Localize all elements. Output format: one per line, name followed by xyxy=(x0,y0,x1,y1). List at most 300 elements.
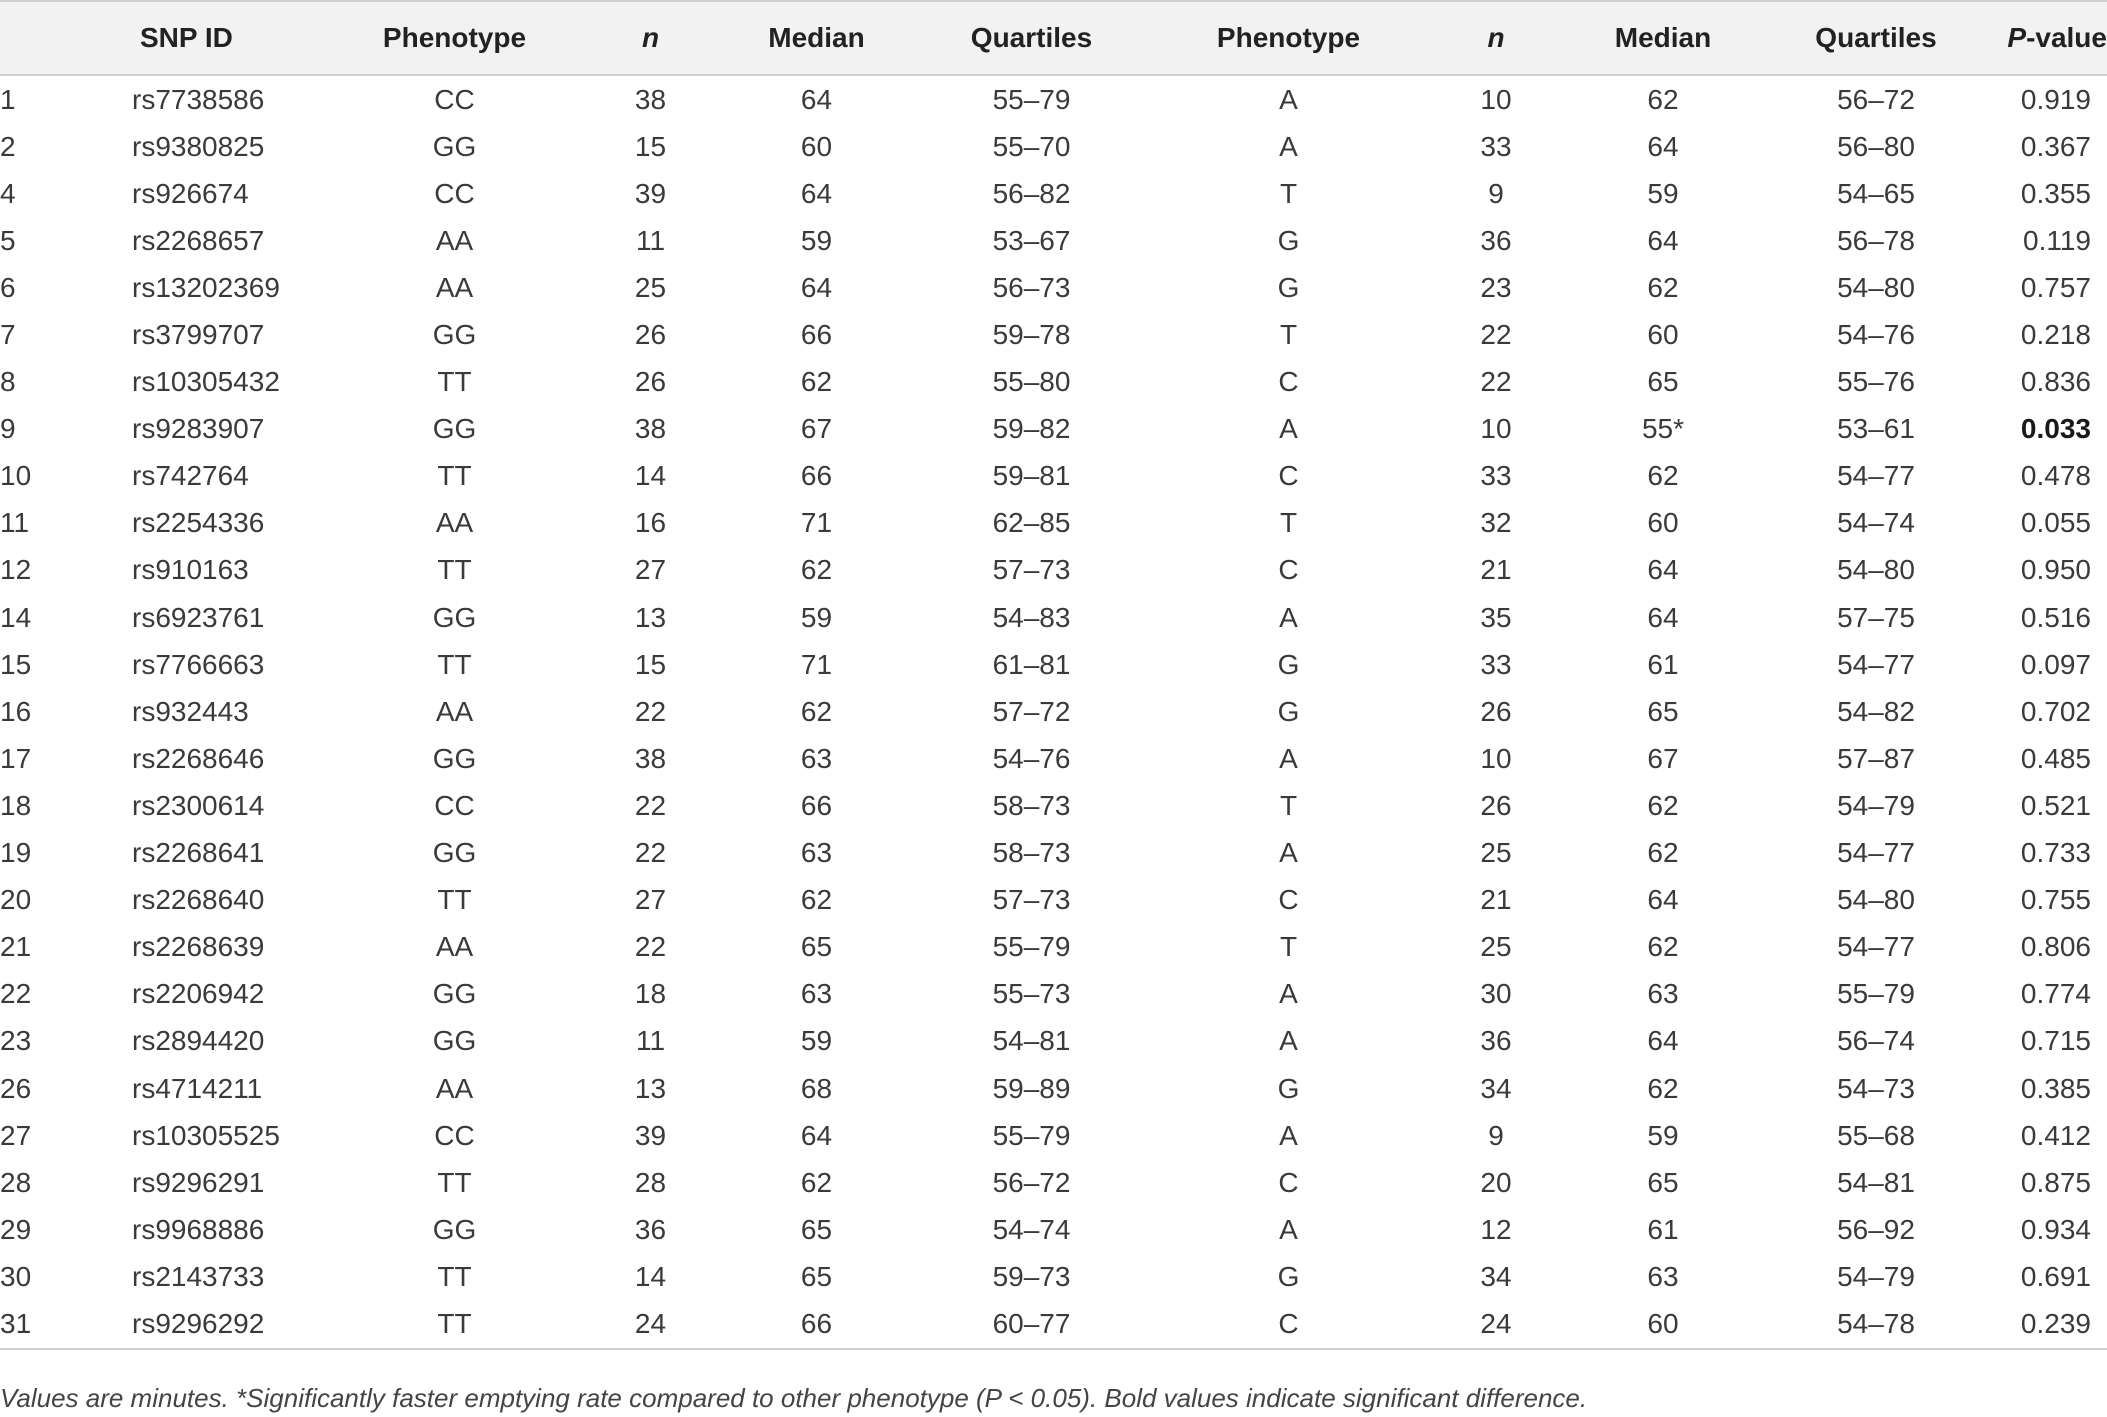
cell-n-1: 13 xyxy=(634,601,667,633)
cell-quartiles-1: 56–82 xyxy=(992,177,1071,209)
cell-quartiles-1: 59–89 xyxy=(992,1072,1071,1104)
cell-phenotype-1: AA xyxy=(435,695,474,727)
cell-n-1: 18 xyxy=(634,978,667,1010)
table-row xyxy=(0,1065,2107,1112)
cell-quartiles-2: 56–78 xyxy=(1837,224,1915,256)
cell-median-2: 64 xyxy=(1647,1025,1679,1057)
cell-phenotype-1: CC xyxy=(434,1119,475,1151)
header-n-1-text: n xyxy=(641,22,660,53)
cell-index: 6 xyxy=(0,271,16,303)
cell-n-1: 36 xyxy=(634,1213,667,1245)
cell-n-2: 36 xyxy=(1480,1025,1512,1057)
cell-phenotype-1: TT xyxy=(437,460,472,492)
cell-median-2: 61 xyxy=(1647,1213,1679,1245)
cell-phenotype-1: GG xyxy=(432,978,477,1010)
cell-quartiles-2: 54–77 xyxy=(1837,460,1915,492)
cell-index: 2 xyxy=(0,130,16,162)
cell-snp-id: rs2268646 xyxy=(132,742,265,774)
cell-n-1: 22 xyxy=(634,789,667,821)
cell-n-1: 27 xyxy=(634,884,667,916)
cell-n-1: 22 xyxy=(634,931,667,963)
cell-p-value: 0.934 xyxy=(2020,1213,2091,1245)
cell-index: 12 xyxy=(0,554,32,586)
cell-phenotype-1: TT xyxy=(437,1166,472,1198)
table-row xyxy=(0,735,2107,782)
cell-quartiles-1: 54–76 xyxy=(992,742,1071,774)
cell-quartiles-2: 54–77 xyxy=(1837,837,1915,869)
header-median-2: Median xyxy=(1545,1,1781,75)
cell-median-2: 63 xyxy=(1647,978,1679,1010)
cell-quartiles-2: 54–73 xyxy=(1837,1072,1915,1104)
cell-median-2: 62 xyxy=(1647,83,1679,115)
cell-quartiles-2: 53–61 xyxy=(1837,413,1915,445)
cell-index: 7 xyxy=(0,319,16,351)
cell-phenotype-2: T xyxy=(1279,931,1298,963)
cell-snp-id: rs2254336 xyxy=(132,507,265,539)
cell-n-1: 16 xyxy=(634,507,667,539)
cell-index: 29 xyxy=(0,1213,32,1245)
cell-phenotype-2: A xyxy=(1279,130,1298,162)
cell-phenotype-2: C xyxy=(1278,460,1299,492)
cell-snp-id: rs10305525 xyxy=(132,1119,280,1151)
cell-phenotype-1: GG xyxy=(432,601,477,633)
cell-n-2: 36 xyxy=(1480,224,1512,256)
cell-phenotype-2: A xyxy=(1279,413,1298,445)
cell-median-1: 65 xyxy=(800,1213,833,1245)
cell-p-value: 0.691 xyxy=(2020,1260,2091,1292)
cell-median-1: 62 xyxy=(800,1166,833,1198)
cell-index: 20 xyxy=(0,884,32,916)
table-row xyxy=(0,877,2107,924)
cell-phenotype-1: CC xyxy=(434,177,475,209)
table-row xyxy=(0,1300,2107,1348)
cell-n-1: 13 xyxy=(634,1072,667,1104)
cell-n-2: 21 xyxy=(1480,884,1512,916)
cell-n-2: 9 xyxy=(1488,1119,1504,1151)
cell-phenotype-1: TT xyxy=(437,884,472,916)
cell-quartiles-1: 61–81 xyxy=(992,648,1071,680)
cell-median-2: 65 xyxy=(1647,1166,1679,1198)
cell-p-value: 0.097 xyxy=(2020,648,2091,680)
cell-p-value: 0.733 xyxy=(2020,837,2091,869)
cell-p-value: 0.218 xyxy=(2020,319,2091,351)
cell-n-2: 10 xyxy=(1480,413,1512,445)
cell-phenotype-1: GG xyxy=(432,413,477,445)
header-index xyxy=(0,1,70,75)
cell-median-2: 55* xyxy=(1641,413,1685,445)
table-row xyxy=(0,311,2107,358)
cell-snp-id: rs910163 xyxy=(132,554,249,586)
cell-quartiles-1: 57–73 xyxy=(992,554,1071,586)
table-row xyxy=(0,830,2107,877)
cell-median-1: 71 xyxy=(800,507,833,539)
cell-phenotype-2: G xyxy=(1277,1072,1300,1104)
cell-p-value: 0.119 xyxy=(2023,224,2091,256)
cell-phenotype-2: T xyxy=(1279,319,1298,351)
cell-n-1: 38 xyxy=(634,413,667,445)
cell-phenotype-1: TT xyxy=(437,554,472,586)
cell-p-value: 0.875 xyxy=(2020,1166,2091,1198)
cell-snp-id: rs2268640 xyxy=(132,884,265,916)
cell-quartiles-1: 54–74 xyxy=(992,1213,1071,1245)
cell-n-1: 25 xyxy=(634,271,667,303)
cell-n-2: 33 xyxy=(1480,460,1512,492)
cell-quartiles-1: 55–70 xyxy=(992,130,1071,162)
table-row xyxy=(0,1206,2107,1253)
cell-median-1: 62 xyxy=(800,695,833,727)
cell-n-1: 11 xyxy=(635,1025,666,1057)
cell-snp-id: rs2206942 xyxy=(132,978,265,1010)
cell-quartiles-1: 58–73 xyxy=(992,789,1071,821)
cell-quartiles-1: 55–79 xyxy=(992,83,1071,115)
cell-n-1: 14 xyxy=(634,1260,667,1292)
header-p-value xyxy=(1971,1,2107,75)
cell-p-value: 0.755 xyxy=(2020,884,2091,916)
cell-n-2: 34 xyxy=(1480,1072,1512,1104)
cell-n-1: 22 xyxy=(634,837,667,869)
table-body xyxy=(0,75,2107,1349)
cell-quartiles-1: 57–72 xyxy=(992,695,1071,727)
cell-median-2: 64 xyxy=(1647,601,1679,633)
table-row xyxy=(0,500,2107,547)
cell-n-1: 15 xyxy=(634,648,667,680)
cell-phenotype-2: A xyxy=(1279,1213,1298,1245)
cell-index: 15 xyxy=(0,648,32,680)
cell-quartiles-2: 54–80 xyxy=(1837,884,1915,916)
header-n-2 xyxy=(1447,1,1545,75)
cell-phenotype-2: C xyxy=(1278,1166,1299,1198)
cell-n-2: 22 xyxy=(1480,366,1512,398)
cell-phenotype-1: TT xyxy=(437,366,472,398)
table-row xyxy=(0,971,2107,1018)
cell-phenotype-2: C xyxy=(1278,554,1299,586)
cell-quartiles-1: 59–81 xyxy=(992,460,1071,492)
table-row xyxy=(0,453,2107,500)
cell-quartiles-2: 54–79 xyxy=(1837,789,1915,821)
cell-index: 19 xyxy=(0,837,32,869)
cell-phenotype-1: TT xyxy=(308,1300,601,1348)
cell-median-2: 59 xyxy=(1647,1119,1679,1151)
cell-phenotype-2: T xyxy=(1279,507,1298,539)
cell-n-2: 25 xyxy=(1480,837,1512,869)
cell-median-2: 64 xyxy=(1647,554,1679,586)
cell-p-value: 0.516 xyxy=(2020,601,2091,633)
cell-snp-id: rs2268657 xyxy=(132,224,265,256)
cell-median-2: 63 xyxy=(1647,1260,1679,1292)
cell-quartiles-2: 54–80 xyxy=(1837,271,1915,303)
cell-p-value: 0.355 xyxy=(2020,177,2091,209)
cell-phenotype-2: A xyxy=(1279,837,1298,869)
cell-p-value: 0.774 xyxy=(2020,978,2091,1010)
cell-median-1: 62 xyxy=(800,554,833,586)
cell-n-1: 27 xyxy=(634,554,667,586)
cell-median-1: 64 xyxy=(800,177,833,209)
table-row xyxy=(0,264,2107,311)
cell-phenotype-2: G xyxy=(1277,1260,1300,1292)
table-row xyxy=(0,1159,2107,1206)
header-n-1 xyxy=(601,1,700,75)
table-row xyxy=(0,123,2107,170)
cell-p-value: 0.950 xyxy=(2020,554,2091,586)
cell-index: 8 xyxy=(0,366,16,398)
cell-index: 5 xyxy=(0,224,16,256)
cell-median-2: 65 xyxy=(1647,695,1679,727)
cell-snp-id: rs13202369 xyxy=(132,271,280,303)
cell-phenotype-2: A xyxy=(1279,601,1298,633)
cell-median-2: 67 xyxy=(1647,742,1679,774)
cell-snp-id: rs9380825 xyxy=(132,130,265,162)
cell-median-1: 65 xyxy=(800,931,833,963)
cell-n-2: 10 xyxy=(1480,742,1512,774)
cell-quartiles-1: 56–72 xyxy=(992,1166,1071,1198)
cell-quartiles-2: 55–76 xyxy=(1837,366,1915,398)
cell-n-2: 24 xyxy=(1447,1300,1545,1348)
cell-index: 18 xyxy=(0,789,32,821)
cell-quartiles-2: 54–65 xyxy=(1837,177,1915,209)
cell-p-value: 0.757 xyxy=(2020,271,2091,303)
cell-quartiles-2: 54–78 xyxy=(1781,1300,1971,1348)
cell-index: 28 xyxy=(0,1166,32,1198)
cell-quartiles-2: 54–79 xyxy=(1837,1260,1915,1292)
cell-p-value: 0.239 xyxy=(1971,1300,2107,1348)
table-row xyxy=(0,359,2107,406)
cell-phenotype-1: GG xyxy=(432,1213,477,1245)
cell-phenotype-1: GG xyxy=(432,319,477,351)
table-row xyxy=(0,594,2107,641)
cell-index: 30 xyxy=(0,1260,32,1292)
cell-quartiles-1: 58–73 xyxy=(992,837,1071,869)
cell-n-2: 25 xyxy=(1480,931,1512,963)
cell-n-2: 20 xyxy=(1480,1166,1512,1198)
cell-quartiles-2: 55–68 xyxy=(1837,1119,1915,1151)
cell-phenotype-2: G xyxy=(1277,648,1300,680)
header-p-value-prefix: P xyxy=(2007,22,2027,53)
cell-p-value: 0.715 xyxy=(2020,1025,2091,1057)
cell-quartiles-1: 54–83 xyxy=(992,601,1071,633)
cell-median-2: 60 xyxy=(1647,507,1679,539)
header-phenotype-1: Phenotype xyxy=(308,1,601,75)
cell-phenotype-2: G xyxy=(1277,695,1300,727)
header-median-1: Median xyxy=(700,1,933,75)
cell-snp-id: rs6923761 xyxy=(132,601,265,633)
cell-phenotype-2: C xyxy=(1278,884,1299,916)
cell-quartiles-1: 56–73 xyxy=(992,271,1071,303)
cell-n-2: 32 xyxy=(1480,507,1512,539)
table-row xyxy=(0,924,2107,971)
cell-index: 31 xyxy=(0,1300,70,1348)
cell-phenotype-1: AA xyxy=(435,224,474,256)
cell-index: 11 xyxy=(0,507,30,539)
cell-quartiles-1: 57–73 xyxy=(992,884,1071,916)
cell-n-2: 33 xyxy=(1480,648,1512,680)
cell-snp-id: rs2268639 xyxy=(132,931,265,963)
cell-quartiles-2: 54–80 xyxy=(1837,554,1915,586)
cell-median-2: 64 xyxy=(1647,224,1679,256)
cell-median-2: 62 xyxy=(1647,460,1679,492)
cell-median-1: 66 xyxy=(800,319,833,351)
cell-phenotype-1: CC xyxy=(434,789,475,821)
cell-phenotype-1: AA xyxy=(435,271,474,303)
cell-phenotype-1: TT xyxy=(437,648,472,680)
cell-p-value: 0.033 xyxy=(2020,413,2091,445)
cell-index: 9 xyxy=(0,413,16,445)
header-phenotype-2: Phenotype xyxy=(1130,1,1447,75)
cell-median-1: 71 xyxy=(800,648,833,680)
header-row xyxy=(0,1,2107,75)
cell-median-1: 64 xyxy=(800,271,833,303)
cell-quartiles-1: 59–82 xyxy=(992,413,1071,445)
cell-median-1: 66 xyxy=(800,789,833,821)
cell-phenotype-2: G xyxy=(1277,224,1300,256)
cell-p-value: 0.367 xyxy=(2020,130,2091,162)
cell-snp-id: rs7738586 xyxy=(132,83,265,115)
cell-p-value: 0.485 xyxy=(2020,742,2091,774)
cell-n-1: 26 xyxy=(634,319,667,351)
cell-p-value: 0.385 xyxy=(2020,1072,2091,1104)
table-row xyxy=(0,782,2107,829)
cell-quartiles-2: 54–74 xyxy=(1837,507,1915,539)
cell-median-1: 59 xyxy=(800,224,833,256)
cell-median-2: 64 xyxy=(1647,884,1679,916)
table-row xyxy=(0,75,2107,123)
cell-index: 17 xyxy=(0,742,32,774)
cell-n-1: 38 xyxy=(634,83,667,115)
cell-index: 1 xyxy=(0,83,16,115)
cell-quartiles-1: 55–73 xyxy=(992,978,1071,1010)
cell-quartiles-1: 62–85 xyxy=(992,507,1071,539)
cell-phenotype-2: G xyxy=(1277,271,1300,303)
cell-p-value: 0.412 xyxy=(2020,1119,2091,1151)
cell-n-1: 11 xyxy=(635,224,666,256)
header-n-2-text: n xyxy=(1487,22,1505,53)
cell-quartiles-2: 56–74 xyxy=(1837,1025,1915,1057)
cell-snp-id: rs926674 xyxy=(132,177,249,209)
cell-quartiles-2: 54–76 xyxy=(1837,319,1915,351)
cell-snp-id: rs2894420 xyxy=(132,1025,265,1057)
cell-snp-id: rs742764 xyxy=(132,460,249,492)
cell-phenotype-1: GG xyxy=(432,742,477,774)
cell-quartiles-2: 54–81 xyxy=(1837,1166,1915,1198)
cell-n-1: 39 xyxy=(634,1119,667,1151)
cell-median-2: 64 xyxy=(1647,130,1679,162)
cell-p-value: 0.919 xyxy=(2020,83,2091,115)
cell-snp-id: rs9296292 xyxy=(70,1300,308,1348)
cell-index: 23 xyxy=(0,1025,32,1057)
table-row xyxy=(0,641,2107,688)
cell-phenotype-1: TT xyxy=(437,1260,472,1292)
cell-median-1: 63 xyxy=(800,742,833,774)
cell-n-2: 26 xyxy=(1480,789,1512,821)
cell-p-value: 0.478 xyxy=(2020,460,2091,492)
cell-median-2: 62 xyxy=(1647,1072,1679,1104)
cell-snp-id: rs2268641 xyxy=(132,837,265,869)
cell-median-1: 66 xyxy=(800,460,833,492)
cell-phenotype-1: AA xyxy=(435,931,474,963)
cell-n-1: 22 xyxy=(634,695,667,727)
cell-median-2: 59 xyxy=(1647,177,1679,209)
cell-n-2: 33 xyxy=(1480,130,1512,162)
cell-median-2: 60 xyxy=(1647,319,1679,351)
cell-n-2: 34 xyxy=(1480,1260,1512,1292)
table-row xyxy=(0,1018,2107,1065)
cell-median-2: 62 xyxy=(1647,837,1679,869)
header-snp-id: SNP ID xyxy=(70,1,308,75)
cell-quartiles-2: 55–79 xyxy=(1837,978,1915,1010)
cell-quartiles-1: 59–73 xyxy=(992,1260,1071,1292)
cell-snp-id: rs7766663 xyxy=(132,648,265,680)
cell-phenotype-2: A xyxy=(1279,1025,1298,1057)
cell-p-value: 0.521 xyxy=(2020,789,2091,821)
cell-phenotype-1: AA xyxy=(435,1072,474,1104)
cell-snp-id: rs4714211 xyxy=(132,1072,263,1104)
cell-quartiles-1: 55–80 xyxy=(992,366,1071,398)
cell-median-1: 65 xyxy=(800,1260,833,1292)
cell-n-1: 26 xyxy=(634,366,667,398)
cell-p-value: 0.702 xyxy=(2020,695,2091,727)
cell-phenotype-2: T xyxy=(1279,177,1298,209)
cell-median-1: 62 xyxy=(800,884,833,916)
cell-median-2: 62 xyxy=(1647,271,1679,303)
cell-phenotype-2: A xyxy=(1279,978,1298,1010)
cell-n-1: 28 xyxy=(634,1166,667,1198)
cell-phenotype-2: A xyxy=(1279,1119,1298,1151)
header-quartiles-1: Quartiles xyxy=(933,1,1130,75)
cell-phenotype-2: C xyxy=(1278,366,1299,398)
table-footnote: Values are minutes. *Significantly faster emptying rate compared to other phenotype (P < 0.05). Bold values indicate significant difference. xyxy=(0,1383,1588,1413)
cell-n-2: 30 xyxy=(1480,978,1512,1010)
cell-phenotype-2: A xyxy=(1279,83,1298,115)
cell-median-2: 62 xyxy=(1647,789,1679,821)
cell-median-1: 62 xyxy=(800,366,833,398)
table-row xyxy=(0,547,2107,594)
cell-index: 22 xyxy=(0,978,32,1010)
cell-quartiles-2: 56–80 xyxy=(1837,130,1915,162)
cell-n-2: 21 xyxy=(1480,554,1512,586)
cell-quartiles-1: 59–78 xyxy=(992,319,1071,351)
cell-snp-id: rs9283907 xyxy=(132,413,265,445)
cell-quartiles-1: 60–77 xyxy=(933,1300,1130,1348)
cell-n-1: 24 xyxy=(601,1300,700,1348)
cell-index: 14 xyxy=(0,601,32,633)
cell-phenotype-1: GG xyxy=(432,837,477,869)
table-row xyxy=(0,1112,2107,1159)
cell-snp-id: rs932443 xyxy=(132,695,249,727)
cell-n-1: 39 xyxy=(634,177,667,209)
table-row xyxy=(0,217,2107,264)
cell-phenotype-2: C xyxy=(1130,1300,1447,1348)
cell-snp-id: rs3799707 xyxy=(132,319,265,351)
cell-median-1: 64 xyxy=(800,1119,833,1151)
cell-n-2: 9 xyxy=(1488,177,1504,209)
cell-snp-id: rs9968886 xyxy=(132,1213,265,1245)
cell-phenotype-1: GG xyxy=(432,130,477,162)
cell-median-2: 62 xyxy=(1647,931,1679,963)
table-header xyxy=(0,1,2107,75)
cell-index: 10 xyxy=(0,460,32,492)
cell-quartiles-2: 56–72 xyxy=(1837,83,1915,115)
cell-p-value: 0.836 xyxy=(2020,366,2091,398)
cell-index: 26 xyxy=(0,1072,32,1104)
cell-quartiles-1: 55–79 xyxy=(992,931,1071,963)
cell-n-1: 38 xyxy=(634,742,667,774)
cell-quartiles-1: 55–79 xyxy=(992,1119,1071,1151)
cell-phenotype-1: GG xyxy=(432,1025,477,1057)
cell-n-1: 14 xyxy=(634,460,667,492)
cell-median-2: 60 xyxy=(1545,1300,1781,1348)
cell-n-2: 22 xyxy=(1480,319,1512,351)
cell-snp-id: rs2143733 xyxy=(132,1260,265,1292)
cell-n-2: 23 xyxy=(1480,271,1512,303)
